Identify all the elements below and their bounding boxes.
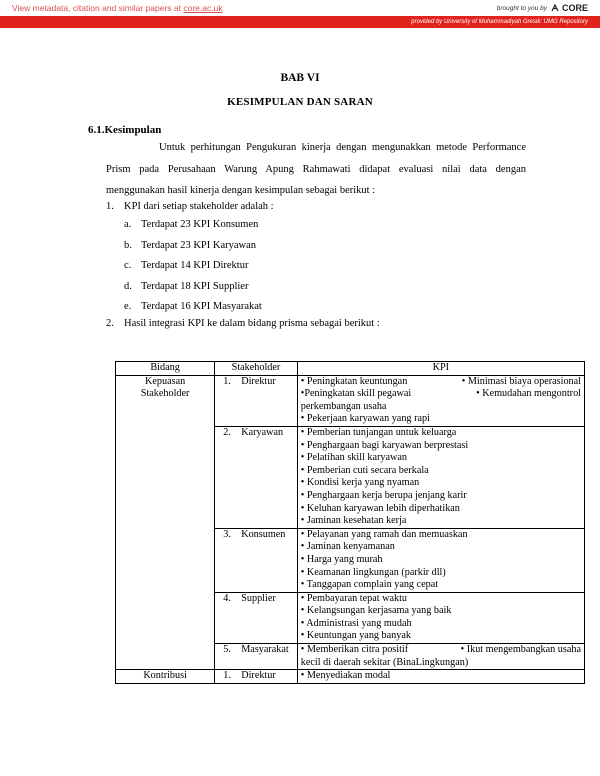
stakeholder-name: Karyawan: [241, 426, 284, 438]
stakeholder-cell: [215, 644, 298, 670]
list-item-1: [106, 196, 274, 217]
header-stakeholder: Stakeholder: [215, 362, 298, 376]
kpi-count-list: [124, 215, 262, 318]
stakeholder-number: 1.: [223, 670, 231, 682]
banner-top-bar: [0, 0, 600, 17]
kpi-item: • Pelatihan skill karyawan: [300, 452, 408, 464]
kpi-item: • Minimasi biaya operasional: [461, 375, 581, 387]
stakeholder-number: 5.: [223, 644, 231, 656]
table-row: [116, 670, 585, 684]
sublist-text: Terdapat 18 KPI Supplier: [141, 280, 249, 292]
intro-paragraph: [106, 137, 526, 202]
kpi-item: • Pemberian cuti secara berkala: [300, 464, 429, 476]
list-text: Hasil integrasi KPI ke dalam bidang prisma sebagai berikut :: [124, 318, 380, 329]
sublist-text: Terdapat 14 KPI Direktur: [141, 260, 249, 271]
kpi-cell: [297, 644, 584, 670]
sublist-item: [124, 297, 262, 318]
sublist-letter: a.: [124, 219, 132, 230]
paragraph-text: Untuk perhitungan Pengukuran kinerja dengan mengunakkan metode Performance Prism pada Perusahaan Warung Apung Rahmawati didapat evaluasi nilai data dengan menggunakan hasil kinerja dengan kesimpulan sebagai berikut :: [106, 142, 526, 196]
sublist-letter: e.: [124, 301, 132, 312]
list-number: 2.: [106, 318, 114, 329]
header-kpi: KPI: [297, 362, 584, 376]
bidang-cell: [116, 375, 215, 670]
stakeholder-cell: [215, 592, 298, 643]
stakeholder-name: Masyarakat: [241, 644, 289, 656]
kpi-cell: [297, 528, 584, 592]
bidang-text: Kepuasan: [145, 375, 186, 387]
stakeholder-number: 1.: [223, 375, 231, 387]
metadata-link[interactable]: View metadata, citation and similar papers at core.ac.uk: [12, 3, 223, 13]
kpi-item: • Penghargaan bagi karyawan berprestasi: [300, 439, 469, 451]
core-logo-icon: [550, 3, 560, 13]
sublist-letter: d.: [124, 280, 132, 292]
kpi-item: • Pekerjaan karyawan yang rapi: [300, 413, 430, 425]
core-link[interactable]: core.ac.uk: [183, 3, 223, 13]
kpi-item: • Jaminan kesehatan kerja: [300, 515, 407, 527]
kpi-item: • Jaminan kenyamanan: [300, 541, 395, 553]
sublist-item: [124, 256, 262, 277]
kpi-item: • Kelangsungan kerjasama yang baik: [300, 605, 452, 617]
brought-by[interactable]: [497, 3, 588, 13]
kpi-item: • Administrasi yang mudah: [300, 617, 412, 629]
kpi-item: • Pelayanan yang ramah dan memuaskan: [300, 528, 468, 540]
kpi-item: • Tanggapan complain yang cepat: [300, 579, 439, 591]
kpi-item: • Harga yang murah: [300, 553, 383, 565]
bidang-text: Stakeholder: [140, 388, 190, 400]
kpi-table: [115, 361, 585, 684]
stakeholder-number: 2.: [223, 426, 231, 438]
stakeholder-number: 4.: [223, 592, 231, 604]
kpi-item: • Keamanan lingkungan (parkir dll): [300, 566, 446, 578]
kpi-item: kecil di daerah sekitar (BinaLingkungan): [300, 656, 469, 668]
kpi-item: • Pembayaran tepat waktu: [300, 592, 408, 604]
sublist-item: [124, 236, 262, 257]
kpi-cell: [297, 670, 584, 684]
stakeholder-name: Konsumen: [241, 528, 286, 540]
stakeholder-name: Direktur: [241, 670, 276, 682]
sublist-letter: b.: [124, 239, 132, 251]
list-text: KPI dari setiap stakeholder adalah :: [124, 201, 274, 212]
stakeholder-name: Direktur: [241, 375, 276, 387]
sublist-text: Terdapat 23 KPI Konsumen: [141, 219, 259, 230]
kpi-item: • Kondisi kerja yang nyaman: [300, 477, 420, 489]
chapter-title: KESIMPULAN DAN SARAN: [227, 96, 373, 108]
kpi-cell: [297, 426, 584, 528]
sublist-item: [124, 215, 262, 236]
sublist-text: Terdapat 16 KPI Masyarakat: [141, 301, 262, 312]
table-header-row: [116, 362, 585, 376]
kpi-line: [301, 388, 581, 401]
stakeholder-cell: [215, 670, 298, 684]
stakeholder-number: 3.: [223, 528, 231, 540]
kpi-line: [301, 644, 581, 657]
kpi-item: • Peningkatan keuntungan: [300, 375, 408, 387]
kpi-item: • Menyediakan modal: [300, 670, 391, 682]
kpi-item: • Kemudahan mengontrol: [476, 388, 581, 400]
stakeholder-name: Supplier: [241, 592, 276, 604]
sublist-letter: c.: [124, 260, 132, 271]
kpi-item: • Memberikan citra positif: [300, 644, 409, 656]
header-bidang: Bidang: [116, 362, 215, 376]
core-logo[interactable]: [550, 3, 588, 13]
kpi-item: • Penghargaan kerja berupa jenjang karir: [300, 489, 467, 501]
core-banner: [0, 0, 600, 28]
stakeholder-cell: [215, 426, 298, 528]
kpi-cell: [297, 375, 584, 426]
kpi-item: •Peningkatan skill pegawai: [300, 388, 412, 400]
brought-text: brought to you by: [496, 4, 547, 12]
kpi-item: • Keluhan karyawan lebih diperhatikan: [300, 502, 460, 514]
bidang-cell: Kontribusi: [116, 670, 215, 684]
stakeholder-cell: [215, 375, 298, 426]
core-label: CORE: [561, 3, 588, 13]
kpi-item: perkembangan usaha: [300, 400, 387, 412]
kpi-line: [301, 376, 581, 389]
kpi-cell: [297, 592, 584, 643]
sublist-item: [124, 277, 262, 298]
sublist-text: Terdapat 23 KPI Karyawan: [141, 239, 257, 251]
kpi-item: • Ikut mengembangkan usaha: [460, 644, 581, 656]
provided-by-bar[interactable]: provided by University of Muhammadiyah Gresik: UMG Repository: [0, 16, 600, 28]
chapter-heading: BAB VI: [280, 72, 320, 84]
kpi-item: • Pemberian tunjangan untuk keluarga: [300, 426, 457, 438]
list-item-2: [106, 318, 380, 329]
stakeholder-cell: [215, 528, 298, 592]
section-heading: 6.1.Kesimpulan: [88, 124, 162, 136]
kpi-item: • Keuntungan yang banyak: [300, 630, 411, 642]
list-number: 1.: [106, 201, 114, 212]
table-row: [116, 375, 585, 426]
